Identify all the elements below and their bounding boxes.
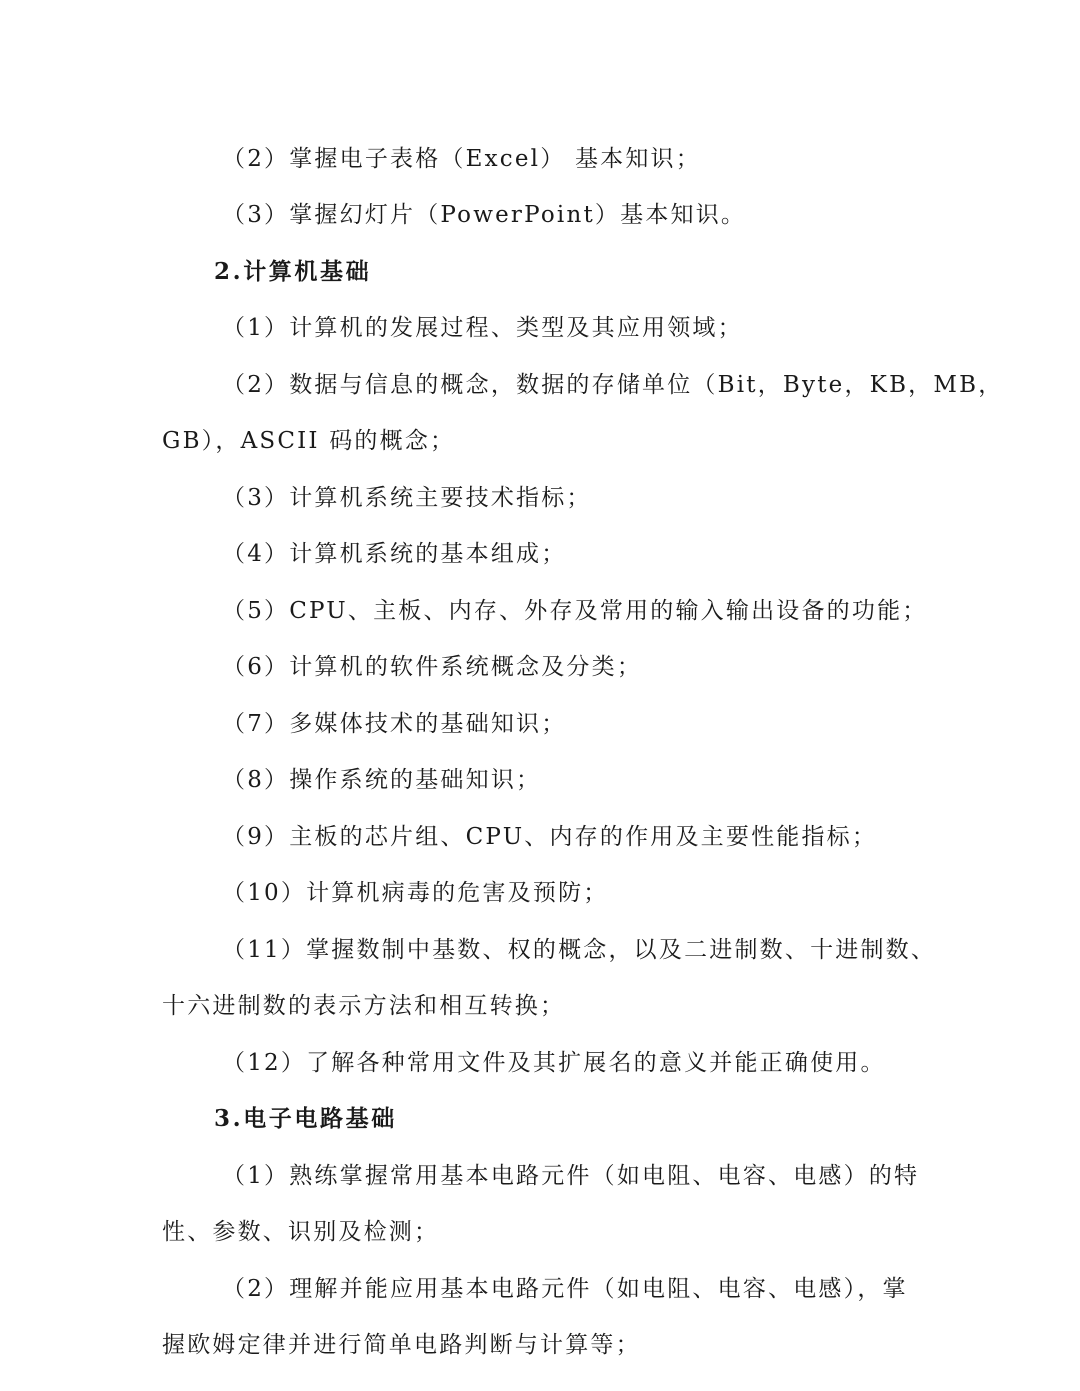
item-data-units: （2）数据与信息的概念，数据的存储单位（Bit，Byte，KB，MB， [222,372,1004,398]
item-virus: （10）计算机病毒的危害及预防； [222,880,609,906]
item-chipset: （9）主板的芯片组、CPU、内存的作用及主要性能指标； [222,824,878,850]
item-circuit-elements-continued: 性、参数、识别及检测； [162,1219,440,1245]
item-ohms-law: （2）理解并能应用基本电路元件（如电阻、电容、电感），掌 [222,1276,908,1302]
item-software-system: （6）计算机的软件系统概念及分类； [222,654,643,680]
item-ohms-law-continued: 握欧姆定律并进行简单电路判断与计算等； [162,1332,641,1358]
item-computer-history: （1）计算机的发展过程、类型及其应用领域； [222,315,743,341]
item-number-systems-continued: 十六进制数的表示方法和相互转换； [162,993,566,1019]
item-powerpoint: （3）掌握幻灯片（PowerPoint）基本知识。 [222,202,747,228]
item-data-units-continued: GB），ASCII 码的概念； [162,428,456,454]
item-system-composition: （4）计算机系统的基本组成； [222,541,567,567]
section-heading-electronic-circuits: 3.电子电路基础 [214,1105,397,1132]
item-operating-system: （8）操作系统的基础知识； [222,767,542,793]
item-circuit-elements: （1）熟练掌握常用基本电路元件（如电阻、电容、电感）的特 [222,1163,920,1189]
item-file-extensions: （12）了解各种常用文件及其扩展名的意义并能正确使用。 [222,1050,886,1076]
item-number-systems: （11）掌握数制中基数、权的概念，以及二进制数、十进制数、 [222,937,937,963]
section-heading-computer-basics: 2.计算机基础 [214,258,372,285]
item-excel: （2）掌握电子表格（Excel） 基本知识； [222,146,701,172]
item-cpu-io-devices: （5）CPU、主板、内存、外存及常用的输入输出设备的功能； [222,598,928,624]
item-multimedia: （7）多媒体技术的基础知识； [222,711,567,737]
item-tech-indicators: （3）计算机系统主要技术指标； [222,485,592,511]
